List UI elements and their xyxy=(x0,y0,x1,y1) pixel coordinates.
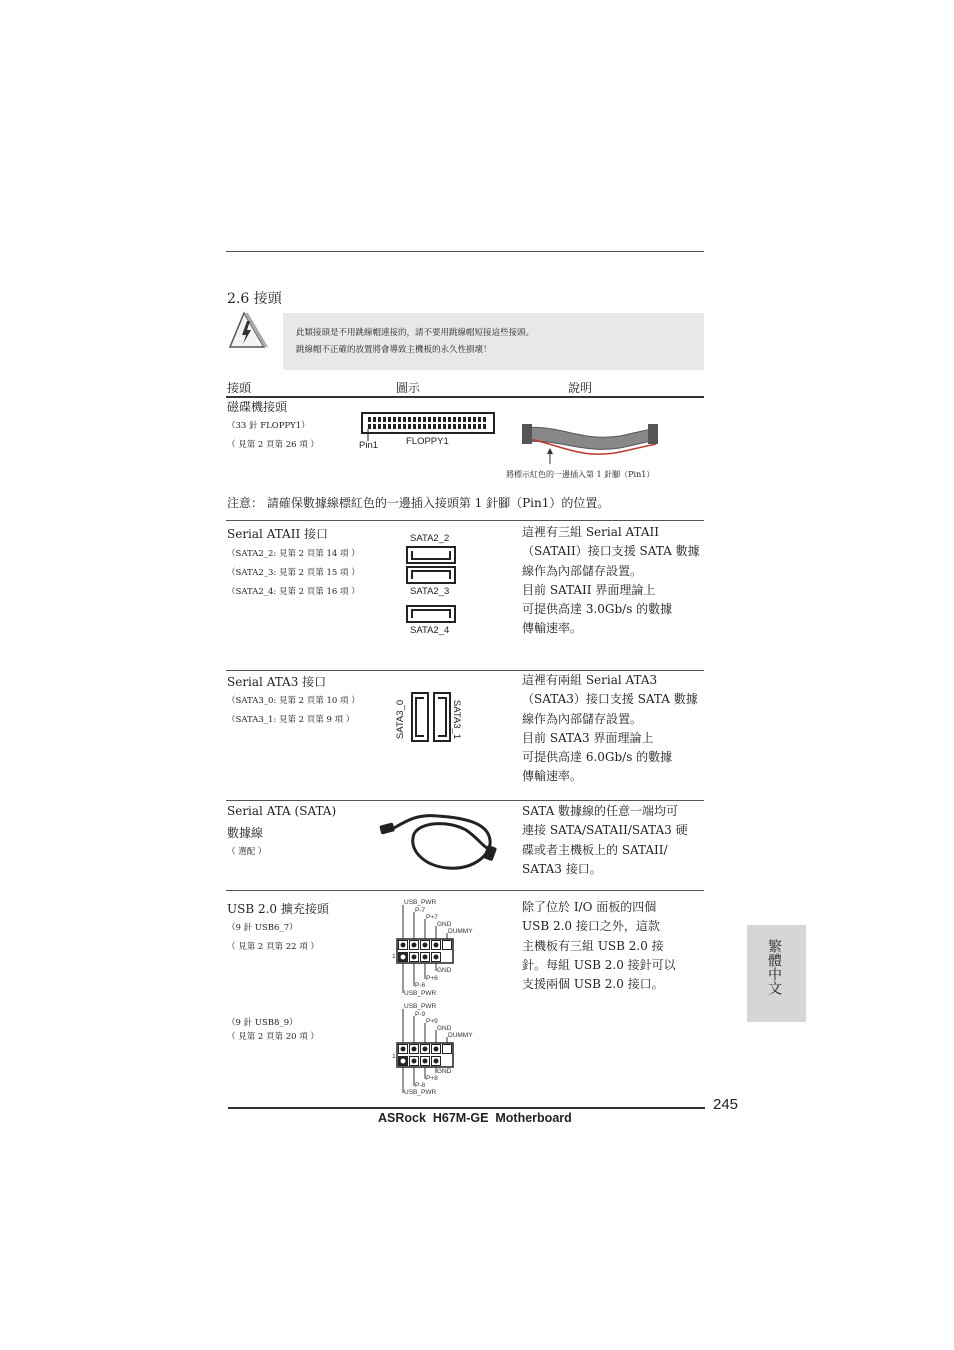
header-rule xyxy=(226,396,704,398)
usb-h2-top-3: P+9 xyxy=(426,1018,438,1025)
floppy-ref: （ 見第 2 頁第 26 項 ） xyxy=(227,440,319,450)
usb-rule xyxy=(226,890,704,891)
sata3-item-2: （SATA3_1: 見第 2 頁第 9 項 ） xyxy=(227,715,355,725)
sata2-rule xyxy=(226,520,704,521)
sata2-2-label: SATA2_2 xyxy=(410,533,450,544)
sata3-title: Serial ATA3 接口 xyxy=(227,675,327,689)
desc-line: 主機板有三組 USB 2.0 接 xyxy=(522,938,664,953)
header-diagram: 圖示 xyxy=(396,381,421,395)
usb-h1-top-5: DUMMY xyxy=(448,928,473,935)
sata3-description xyxy=(522,671,698,787)
note-text: 注意： 請確保數據線標紅色的一邊插入接頭第 1 針腳（Pin1）的位置。 xyxy=(227,496,610,510)
usb-h2-bottom-3: P-8 xyxy=(415,1082,426,1089)
usb-description xyxy=(522,898,676,994)
sata2-4-connector xyxy=(406,605,456,623)
usb-h1-top-4: GND xyxy=(437,921,452,928)
usb-h2-top-2: P-9 xyxy=(415,1011,426,1018)
floppy-cable-image xyxy=(520,414,660,466)
usb-h2-ref: （ 見第 2 頁第 20 項 ） xyxy=(227,1032,319,1042)
sata2-3-label: SATA2_3 xyxy=(410,586,450,597)
usb-title: USB 2.0 擴充接頭 xyxy=(227,902,329,916)
usb-h1-top-3: P+7 xyxy=(426,914,438,921)
desc-line: 線作為內部儲存設置。 xyxy=(522,711,643,726)
desc-line: 連接 SATA/SATAII/SATA3 硬 xyxy=(522,823,688,838)
floppy-connector-label: FLOPPY1 xyxy=(406,436,449,447)
usb-h1-bottom-1: GND xyxy=(437,967,452,974)
footer-model: ASRock H67M-GE Motherboard xyxy=(378,1111,572,1125)
sata-cable-title-2: 數據線 xyxy=(227,826,264,840)
usb-h1-pin1: 1 xyxy=(392,953,396,960)
sata3-0-label: SATA3_0 xyxy=(395,699,407,740)
desc-line: SATA 數據線的任意一端均可 xyxy=(522,804,679,818)
desc-line: USB 2.0 接口之外，這款 xyxy=(522,919,660,934)
desc-line: 目前 SATA3 界面理論上 xyxy=(522,730,654,745)
desc-line: 傳輸速率。 xyxy=(522,769,583,784)
usb-h1-top-2: P-7 xyxy=(415,907,426,914)
desc-line: 傳輸速率。 xyxy=(522,621,583,636)
usb-h1-bottom-4: USB_PWR xyxy=(404,990,437,997)
page-number: 245 xyxy=(713,1096,739,1113)
usb-h2-pins: （9 針 USB8_9） xyxy=(227,1018,298,1028)
sata-cable-title: Serial ATA (SATA) xyxy=(227,804,337,818)
desc-line: （SATA3）接口支援 SATA 數據 xyxy=(522,692,698,707)
top-rule xyxy=(226,251,704,252)
desc-line: 可提供高達 3.0Gb/s 的數據 xyxy=(522,602,673,617)
sata-cable-description xyxy=(522,802,688,879)
desc-line: SATA3 接口。 xyxy=(522,861,602,876)
sata2-4-label: SATA2_4 xyxy=(410,625,450,636)
sata-cable-rule xyxy=(226,800,704,801)
desc-line: 碟或者主機板上的 SATAII/ xyxy=(522,842,668,857)
desc-line: 目前 SATAII 界面理論上 xyxy=(522,582,656,597)
usb-h2-top-1: USB_PWR xyxy=(404,1003,437,1010)
sata-cable-image xyxy=(378,810,503,875)
desc-line: （SATAII）接口支援 SATA 數據 xyxy=(522,544,700,559)
usb-header-1-diagram xyxy=(392,897,482,1002)
side-language-tab xyxy=(747,925,806,1022)
warning-box xyxy=(283,313,704,370)
side-language-text: 繁體中文 xyxy=(766,939,782,995)
warning-line-1: 此類接頭是不用跳線帽連接的，請不要用跳線帽短接這些接頭。 xyxy=(296,328,535,338)
usb-h2-bottom-2: P+8 xyxy=(426,1075,438,1082)
sata2-2-connector xyxy=(406,546,456,564)
sata2-title: Serial ATAII 接口 xyxy=(227,527,329,541)
usb-h1-bottom-3: P-6 xyxy=(415,982,426,989)
usb-h2-pin1: 1 xyxy=(392,1053,396,1060)
header-description: 說明 xyxy=(568,381,593,395)
floppy-pins: （33 針 FLOPPY1） xyxy=(227,421,310,431)
sata-cable-optional: （ 選配 ） xyxy=(227,847,267,857)
floppy-pin1-label: Pin1 xyxy=(359,440,379,451)
usb-h2-top-4: GND xyxy=(437,1025,452,1032)
desc-line: 除了位於 I/O 面板的四個 xyxy=(522,900,657,914)
usb-h2-top-5: DUMMY xyxy=(448,1032,473,1039)
floppy-title: 磁碟機接頭 xyxy=(227,400,288,414)
usb-h1-ref: （ 見第 2 頁第 22 項 ） xyxy=(227,942,319,952)
warning-icon xyxy=(226,311,270,351)
sata2-item-1: （SATA2_2: 見第 2 頁第 14 項 ） xyxy=(227,549,360,559)
footer-rule xyxy=(228,1107,705,1109)
sata3-item-1: （SATA3_0: 見第 2 頁第 10 項 ） xyxy=(227,696,360,706)
usb-h1-bottom-2: P+6 xyxy=(426,975,438,982)
floppy-cable-caption: 將標示紅色的一邊插入第 1 針腳（Pin1） xyxy=(506,470,655,479)
sata3-0-connector xyxy=(411,692,429,742)
usb-h1-pins: （9 針 USB6_7） xyxy=(227,923,298,933)
sata2-3-connector xyxy=(406,566,456,584)
sata3-1-connector xyxy=(433,692,451,742)
desc-line: 線作為內部儲存設置。 xyxy=(522,563,643,578)
sata2-item-3: （SATA2_4: 見第 2 頁第 16 項 ） xyxy=(227,587,360,597)
desc-line: 針。每組 USB 2.0 接針可以 xyxy=(522,957,676,972)
desc-line: 這裡有兩組 Serial ATA3 xyxy=(522,673,658,687)
usb-h2-bottom-1: GND xyxy=(437,1068,452,1075)
section-title: 2.6 接頭 xyxy=(227,291,282,307)
desc-line: 這裡有三組 Serial ATAII xyxy=(522,525,660,539)
usb-h2-bottom-4: USB_PWR xyxy=(404,1089,437,1096)
sata3-1-label: SATA3_1 xyxy=(451,699,463,740)
usb-header-2-diagram xyxy=(392,1001,482,1106)
warning-line-2: 跳線帽不正確的放置將會導致主機板的永久性損壞！ xyxy=(296,345,492,355)
usb-h1-top-1: USB_PWR xyxy=(404,899,437,906)
sata2-item-2: （SATA2_3: 見第 2 頁第 15 項 ） xyxy=(227,568,360,578)
header-connector: 接頭 xyxy=(227,381,252,395)
sata2-description xyxy=(522,523,700,639)
desc-line: 支援兩個 USB 2.0 接口。 xyxy=(522,977,664,992)
desc-line: 可提供高達 6.0Gb/s 的數據 xyxy=(522,750,673,765)
